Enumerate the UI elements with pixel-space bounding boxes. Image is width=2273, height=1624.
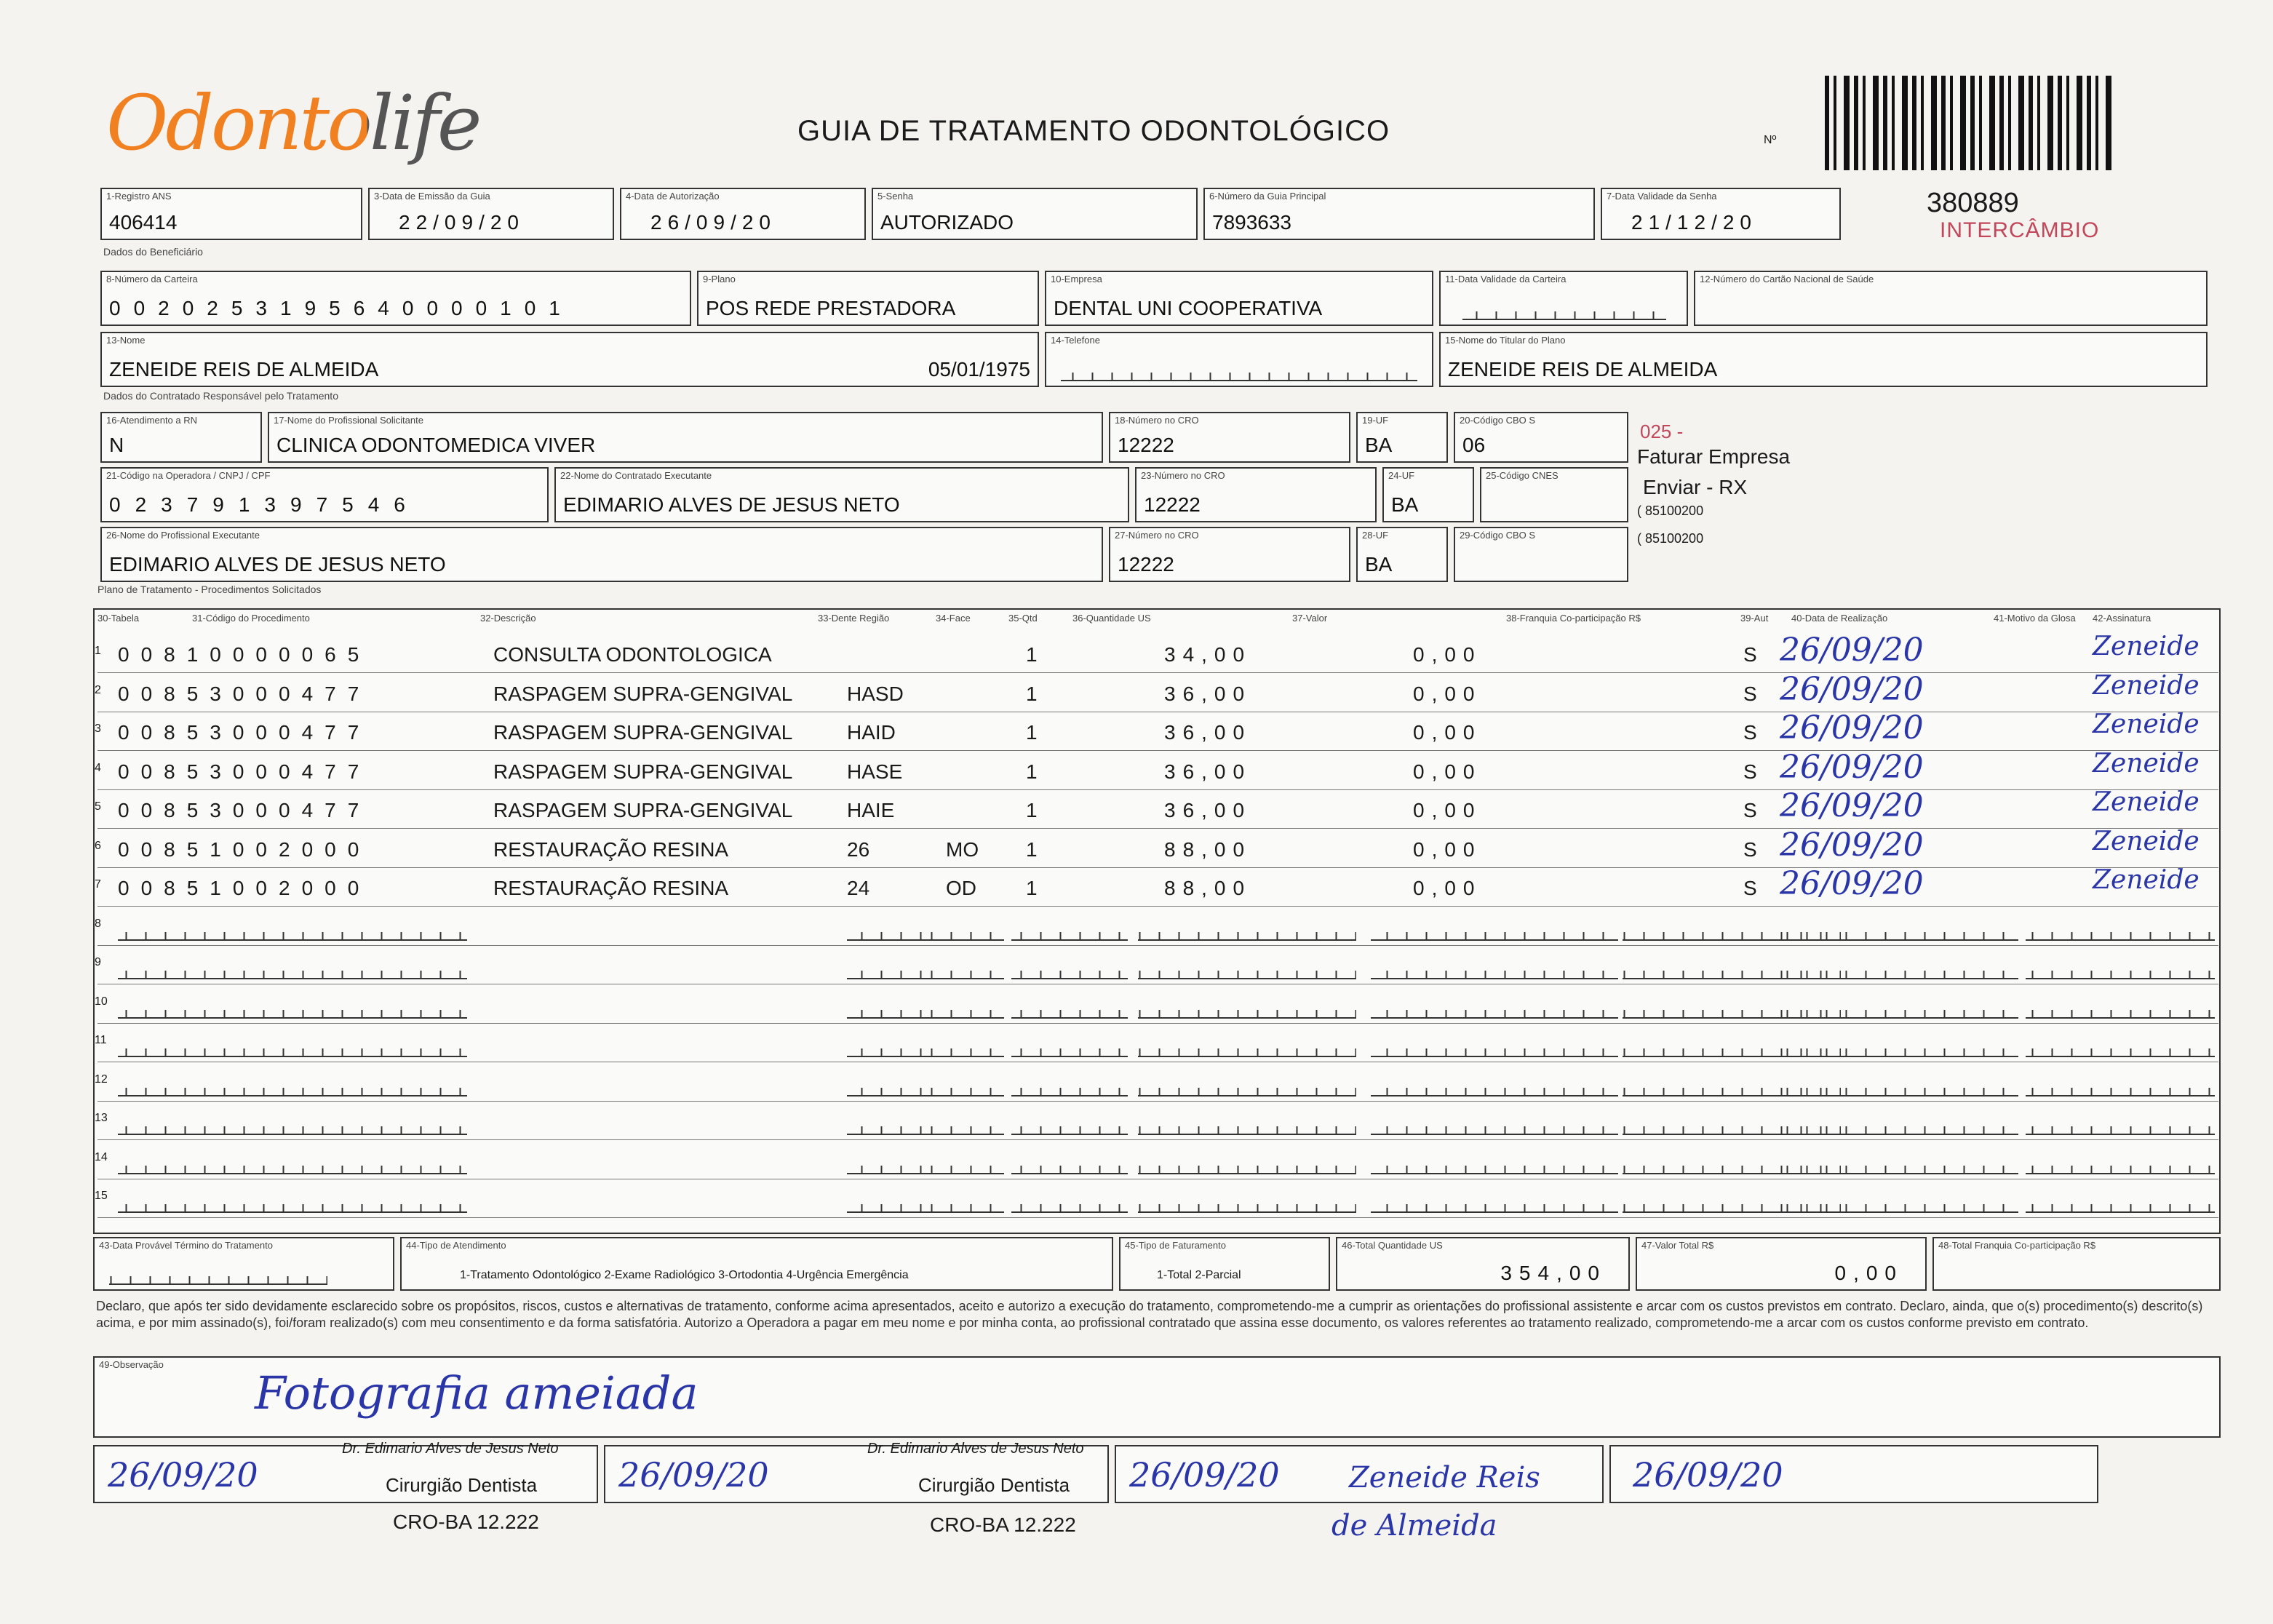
- cbo3-field[interactable]: 29-Código CBO S: [1454, 527, 1628, 582]
- row-signature: Zeneide: [2093, 826, 2200, 856]
- row-number: 6: [95, 839, 101, 852]
- header-valor: 37-Valor: [1292, 613, 1328, 624]
- empty-cell[interactable]: [118, 923, 467, 941]
- empty-cell[interactable]: [1011, 1157, 1128, 1174]
- empty-cell[interactable]: [1371, 962, 1618, 979]
- cns-field[interactable]: 12-Número do Cartão Nacional de Saúde: [1694, 271, 2208, 326]
- us-quantity: 36,00: [1164, 799, 1252, 821]
- procedure-code: 00810000065: [118, 643, 371, 666]
- empty-cell[interactable]: [2026, 1040, 2215, 1057]
- value: 0,00: [1413, 682, 1482, 705]
- empty-cell[interactable]: [1371, 1157, 1618, 1174]
- empty-cell[interactable]: [118, 1001, 467, 1019]
- tooth-face: OD: [946, 877, 976, 899]
- table-row[interactable]: [97, 1141, 2218, 1179]
- authorization: S: [1743, 799, 1757, 821]
- uf3-field[interactable]: 28-UF BA: [1356, 527, 1448, 582]
- observacao-field[interactable]: 49-Observação Fotografia ameiada: [93, 1356, 2221, 1438]
- row-signature: Zeneide: [2093, 748, 2200, 779]
- procedure-code: 00853000477: [118, 682, 371, 705]
- row-number: 10: [95, 995, 108, 1008]
- realization-date: 26/09/20: [1780, 670, 1924, 708]
- empresa-field[interactable]: 10-Empresa DENTAL UNI COOPERATIVA: [1045, 271, 1433, 326]
- empty-cell[interactable]: [917, 1040, 1004, 1057]
- quantity: 1: [1026, 837, 1038, 861]
- empty-cell[interactable]: [1138, 1195, 1356, 1213]
- logo: Odontolife: [106, 79, 479, 167]
- cro2-field[interactable]: 23-Número no CRO 12222: [1135, 467, 1377, 522]
- solicitante-field[interactable]: 17-Nome do Profissional Solicitante CLINICA ODONTOMEDICA VIVER: [268, 412, 1103, 463]
- quantity: 1: [1026, 682, 1038, 705]
- tipo-atendimento-options: 1-Tratamento Odontológico 2-Exame Radiológico 3-Ortodontia 4-Urgência Emergência: [460, 1269, 909, 1281]
- tipo-faturamento-options: 1-Total 2-Parcial: [1157, 1269, 1241, 1281]
- empty-cell[interactable]: [1371, 1118, 1618, 1135]
- beneficiario-section: Dados do Beneficiário: [103, 246, 203, 258]
- beneficiario-signature: de Almeida: [1331, 1509, 1497, 1543]
- cro3-field[interactable]: 27-Número no CRO 12222: [1109, 527, 1350, 582]
- authorization: S: [1743, 837, 1757, 861]
- observacao-text: Fotografia ameiada: [255, 1366, 698, 1420]
- quantity: 1: [1026, 643, 1038, 666]
- previsao-field[interactable]: 43-Data Provável Término do Tratamento: [93, 1237, 394, 1291]
- prof-exec-field[interactable]: 26-Nome do Profissional Executante EDIMARIO ALVES DE JESUS NETO: [100, 527, 1103, 582]
- nome-field[interactable]: 13-Nome ZENEIDE REIS DE ALMEIDA 05/01/1975: [100, 332, 1039, 387]
- empty-cell[interactable]: [1371, 1001, 1618, 1019]
- uf-field[interactable]: 19-UF BA: [1356, 412, 1448, 463]
- empty-cell[interactable]: [1371, 923, 1618, 941]
- titular-field[interactable]: 15-Nome do Titular do Plano ZENEIDE REIS DE ALMEIDA: [1439, 332, 2208, 387]
- header-codigo: 31-Código do Procedimento: [192, 613, 310, 624]
- side-note-faturar: Faturar Empresa: [1637, 445, 1791, 468]
- table-row[interactable]: [97, 1024, 2218, 1062]
- total-franquia-field[interactable]: 48-Total Franquia Co-participação R$: [1932, 1237, 2221, 1291]
- tooth-region: 26: [847, 837, 870, 861]
- side-note-enviar: Enviar - RX: [1643, 476, 1748, 498]
- header-us: 36-Quantidade US: [1072, 613, 1151, 624]
- procedure-code: 00853000477: [118, 799, 371, 821]
- header-motivo: 41-Motivo da Glosa: [1994, 613, 2076, 624]
- empty-cell[interactable]: [118, 1118, 467, 1135]
- row-number: 9: [95, 956, 101, 968]
- number-label: Nº: [1764, 134, 1777, 146]
- empty-cell[interactable]: [1771, 1001, 2018, 1019]
- table-row[interactable]: [95, 709, 2218, 751]
- validade-senha-field[interactable]: 7-Data Validade da Senha 21/12/20: [1601, 188, 1841, 240]
- empty-cell[interactable]: [118, 962, 467, 979]
- quantity: 1: [1026, 760, 1038, 783]
- empty-cell[interactable]: [1011, 1001, 1128, 1019]
- tooth-region: HAIE: [847, 799, 895, 821]
- empty-cell[interactable]: [118, 1079, 467, 1096]
- header-face: 34-Face: [936, 613, 971, 624]
- table-row[interactable]: [95, 787, 2218, 829]
- tooth-region: HASE: [847, 760, 903, 783]
- executante-field[interactable]: 22-Nome do Contratado Executante EDIMARIO ALVES DE JESUS NETO: [554, 467, 1129, 522]
- empty-cell[interactable]: [1138, 962, 1356, 979]
- empty-cell[interactable]: [2026, 1118, 2215, 1135]
- uf2-field[interactable]: 24-UF BA: [1382, 467, 1474, 522]
- empty-cell[interactable]: [1771, 1195, 2018, 1213]
- procedure-code: 00853000477: [118, 760, 371, 783]
- empty-cell[interactable]: [1771, 923, 2018, 941]
- total-us-field[interactable]: 46-Total Quantidade US 354,00: [1336, 1237, 1630, 1291]
- tooth-region: HAID: [847, 721, 896, 744]
- table-row[interactable]: [95, 748, 2218, 790]
- empty-cell[interactable]: [1371, 1040, 1618, 1057]
- procedure-code: 00851002000: [118, 837, 371, 861]
- empty-cell[interactable]: [1371, 1195, 1618, 1213]
- empty-cell[interactable]: [917, 1195, 1004, 1213]
- row-number: 8: [95, 917, 101, 930]
- realization-date: 26/09/20: [1780, 709, 1924, 747]
- empty-cell[interactable]: [2026, 923, 2215, 941]
- empty-cell[interactable]: [917, 962, 1004, 979]
- procedure-description: RASPAGEM SUPRA-GENGIVAL: [493, 721, 793, 744]
- guide-number: 380889: [1927, 188, 2019, 218]
- empty-cell[interactable]: [118, 1157, 467, 1174]
- row-number: 5: [95, 800, 101, 813]
- row-number: 3: [95, 723, 101, 735]
- cro-stamp-2: CRO-BA 12.222: [930, 1513, 1076, 1536]
- row-number: 2: [95, 683, 101, 696]
- contratado-section: Dados do Contratado Responsável pelo Tratamento: [103, 390, 338, 402]
- header-descricao: 32-Descrição: [480, 613, 536, 624]
- empty-cell[interactable]: [1771, 962, 2018, 979]
- authorization: S: [1743, 877, 1757, 899]
- empty-cell[interactable]: [1771, 1157, 2018, 1174]
- us-quantity: 88,00: [1164, 877, 1252, 899]
- nascimento: 05/01/1975: [928, 358, 1030, 381]
- procedure-description: RASPAGEM SUPRA-GENGIVAL: [493, 760, 793, 783]
- procedure-code: 00851002000: [118, 877, 371, 899]
- table-row[interactable]: [97, 946, 2218, 984]
- header-franquia: 38-Franquia Co-participação R$: [1506, 613, 1641, 624]
- empty-cell[interactable]: [118, 1195, 467, 1213]
- row-number: 7: [95, 878, 101, 891]
- row-signature: Zeneide: [2093, 865, 2200, 895]
- signature-block-4[interactable]: 26/09/20: [1609, 1445, 2098, 1503]
- empty-cell[interactable]: [1371, 1079, 1618, 1096]
- empty-cell[interactable]: [118, 1040, 467, 1057]
- procedure-description: RASPAGEM SUPRA-GENGIVAL: [493, 799, 793, 821]
- telefone-field[interactable]: 14-Telefone: [1045, 332, 1433, 387]
- empty-cell[interactable]: [917, 1079, 1004, 1096]
- signature-block-1[interactable]: 26/09/20 Dr. Edimario Alves de Jesus Neto Cirurgião Dentista: [93, 1445, 598, 1503]
- table-row[interactable]: [97, 634, 2218, 673]
- realization-date: 26/09/20: [1780, 632, 1924, 669]
- emissao-field[interactable]: 3-Data de Emissão da Guia 22/09/20: [368, 188, 614, 240]
- procedure-description: RASPAGEM SUPRA-GENGIVAL: [493, 682, 793, 705]
- empty-cell[interactable]: [2026, 1079, 2215, 1096]
- value: 0,00: [1413, 760, 1482, 783]
- procedure-description: RESTAURAÇÃO RESINA: [493, 877, 729, 899]
- us-quantity: 34,00: [1164, 643, 1252, 666]
- table-row[interactable]: [97, 1063, 2218, 1102]
- table-row[interactable]: [97, 1102, 2218, 1140]
- header-assinatura: 42-Assinatura: [2093, 613, 2151, 624]
- cro-field[interactable]: 18-Número no CRO 12222: [1109, 412, 1350, 463]
- side-note-ref1: ( 85100200: [1637, 503, 1704, 518]
- row-number: 1: [95, 645, 101, 657]
- table-row[interactable]: [97, 1179, 2218, 1218]
- row-number: 11: [95, 1034, 107, 1046]
- validade-carteira-field[interactable]: 11-Data Validade da Carteira: [1439, 271, 1688, 326]
- empty-cell[interactable]: [917, 1118, 1004, 1135]
- empty-cell[interactable]: [2026, 1001, 2215, 1019]
- row-number: 15: [95, 1190, 108, 1202]
- table-row[interactable]: [95, 826, 2218, 868]
- empty-cell[interactable]: [1011, 1079, 1128, 1096]
- table-row[interactable]: [95, 670, 2218, 712]
- authorization: S: [1743, 682, 1757, 705]
- realization-date: 26/09/20: [1780, 748, 1924, 786]
- header-dente: 33-Dente Região: [818, 613, 890, 624]
- plano-section: Plano de Tratamento - Procedimentos Solicitados: [97, 584, 322, 595]
- quantity: 1: [1026, 877, 1038, 899]
- empty-cell[interactable]: [1771, 1079, 2018, 1096]
- row-number: 12: [95, 1072, 108, 1086]
- value: 0,00: [1413, 877, 1482, 899]
- tipo-atendimento-field[interactable]: 44-Tipo de Atendimento 1-Tratamento Odontológico 2-Exame Radiológico 3-Ortodontia 4-Urgência Emergência: [400, 1237, 1113, 1291]
- procedure-code: 00853000477: [118, 721, 371, 744]
- row-signature: Zeneide: [2093, 709, 2200, 739]
- empty-cell[interactable]: [917, 1001, 1004, 1019]
- quantity: 1: [1026, 721, 1038, 744]
- empty-cell[interactable]: [1011, 1040, 1128, 1057]
- barcode: [1825, 76, 2111, 170]
- tooth-face: MO: [946, 837, 979, 861]
- us-quantity: 36,00: [1164, 721, 1252, 744]
- guia-principal-field[interactable]: 6-Número da Guia Principal 7893633: [1203, 188, 1595, 240]
- carteira-field[interactable]: 8-Número da Carteira 0020253195640000101: [100, 271, 691, 326]
- empty-cell[interactable]: [1138, 1040, 1356, 1057]
- empty-cell[interactable]: [1138, 1157, 1356, 1174]
- authorization: S: [1743, 643, 1757, 666]
- us-quantity: 36,00: [1164, 682, 1252, 705]
- empty-cell[interactable]: [1011, 962, 1128, 979]
- empty-cell[interactable]: [1138, 1118, 1356, 1135]
- tooth-region: 24: [847, 877, 870, 899]
- empty-cell[interactable]: [2026, 962, 2215, 979]
- signature-block-3[interactable]: 26/09/20 Zeneide Reis: [1115, 1445, 1604, 1503]
- cbo-field[interactable]: 20-Código CBO S 06: [1454, 412, 1628, 463]
- procedure-description: RESTAURAÇÃO RESINA: [493, 837, 729, 861]
- empty-cell[interactable]: [2026, 1195, 2215, 1213]
- table-row[interactable]: [95, 865, 2218, 907]
- empty-cell[interactable]: [1771, 1118, 2018, 1135]
- declaration-text: Declaro, que após ter sido devidamente esclarecido sobre os propósitos, riscos, custos e alternativas de tratamento, conforme acima apresentados, aceito e autorizo a execução do tratamento, comprometendo-me a cumprir as orientações do profissional assistente e arcar com os custos previstos em contrato. Declaro, ainda, que o(s) procedimento(s) descrito(s) acima, e por mim assinado(s), foi/foram realizado(s) com meu consentimento e da forma satisfatória. Autorizo a Operadora a pagar em meu nome e por minha conta, ao profissional contratado que assina esse documento, os valores referentes ao tratamento realizado, comprometendo-me a arcar com os custos conforme previsto em contrato.: [96, 1299, 2203, 1330]
- value: 0,00: [1413, 643, 1482, 666]
- header-tabela: 30-Tabela: [97, 613, 140, 624]
- authorization: S: [1743, 721, 1757, 744]
- empty-cell[interactable]: [2026, 1157, 2215, 1174]
- intercambio-stamp: INTERCÂMBIO: [1940, 218, 2100, 242]
- empty-cell[interactable]: [917, 1157, 1004, 1174]
- row-signature: Zeneide: [2093, 670, 2200, 701]
- empty-cell[interactable]: [1138, 923, 1356, 941]
- page-title: GUIA DE TRATAMENTO ODONTOLÓGICO: [797, 115, 1390, 147]
- realization-date: 26/09/20: [1780, 787, 1924, 824]
- signature-block-2[interactable]: 26/09/20 Dr. Edimario Alves de Jesus Neto Cirurgião Dentista: [604, 1445, 1109, 1503]
- header-data: 40-Data de Realização: [1791, 613, 1888, 624]
- empty-cell[interactable]: [1011, 923, 1128, 941]
- side-note-ref2: ( 85100200: [1637, 531, 1704, 546]
- empty-cell[interactable]: [1011, 1195, 1128, 1213]
- realization-date: 26/09/20: [1780, 865, 1924, 902]
- empty-cell[interactable]: [1138, 1079, 1356, 1096]
- header-aut: 39-Aut: [1740, 613, 1769, 624]
- tooth-region: HASD: [847, 682, 904, 705]
- side-note-code: 025 -: [1640, 421, 1684, 442]
- row-number: 4: [95, 761, 101, 774]
- us-quantity: 88,00: [1164, 837, 1252, 861]
- row-signature: Zeneide: [2093, 632, 2200, 661]
- table-row[interactable]: [97, 907, 2218, 946]
- autorizacao-field[interactable]: 4-Data de Autorização 26/09/20: [620, 188, 866, 240]
- empty-cell[interactable]: [1771, 1040, 2018, 1057]
- senha-field[interactable]: 5-Senha AUTORIZADO: [872, 188, 1198, 240]
- row-number: 13: [95, 1112, 108, 1124]
- plano-field[interactable]: 9-Plano POS REDE PRESTADORA: [697, 271, 1039, 326]
- empty-cell[interactable]: [1011, 1118, 1128, 1135]
- tipo-faturamento-field[interactable]: 45-Tipo de Faturamento 1-Total 2-Parcial: [1119, 1237, 1330, 1291]
- header-qtd: 35-Qtd: [1008, 613, 1038, 624]
- row-signature: Zeneide: [2093, 787, 2200, 817]
- realization-date: 26/09/20: [1780, 826, 1924, 864]
- total-valor-field[interactable]: 47-Valor Total R$ 0,00: [1636, 1237, 1927, 1291]
- value: 0,00: [1413, 799, 1482, 821]
- empty-cell[interactable]: [917, 923, 1004, 941]
- us-quantity: 36,00: [1164, 760, 1252, 783]
- empty-cell[interactable]: [1138, 1001, 1356, 1019]
- value: 0,00: [1413, 837, 1482, 861]
- authorization: S: [1743, 760, 1757, 783]
- quantity: 1: [1026, 799, 1038, 821]
- registro-ans-field[interactable]: 1-Registro ANS 406414: [100, 188, 362, 240]
- table-row[interactable]: [97, 985, 2218, 1024]
- row-number: 14: [95, 1150, 108, 1163]
- procedure-description: CONSULTA ODONTOLOGICA: [493, 643, 772, 666]
- value: 0,00: [1413, 721, 1482, 744]
- cnes-field[interactable]: 25-Código CNES: [1480, 467, 1628, 522]
- atendimento-rn-field[interactable]: 16-Atendimento a RN N: [100, 412, 262, 463]
- cnpj-field[interactable]: 21-Código na Operadora / CNPJ / CPF 023791397546: [100, 467, 549, 522]
- cro-stamp-1: CRO-BA 12.222: [393, 1510, 539, 1533]
